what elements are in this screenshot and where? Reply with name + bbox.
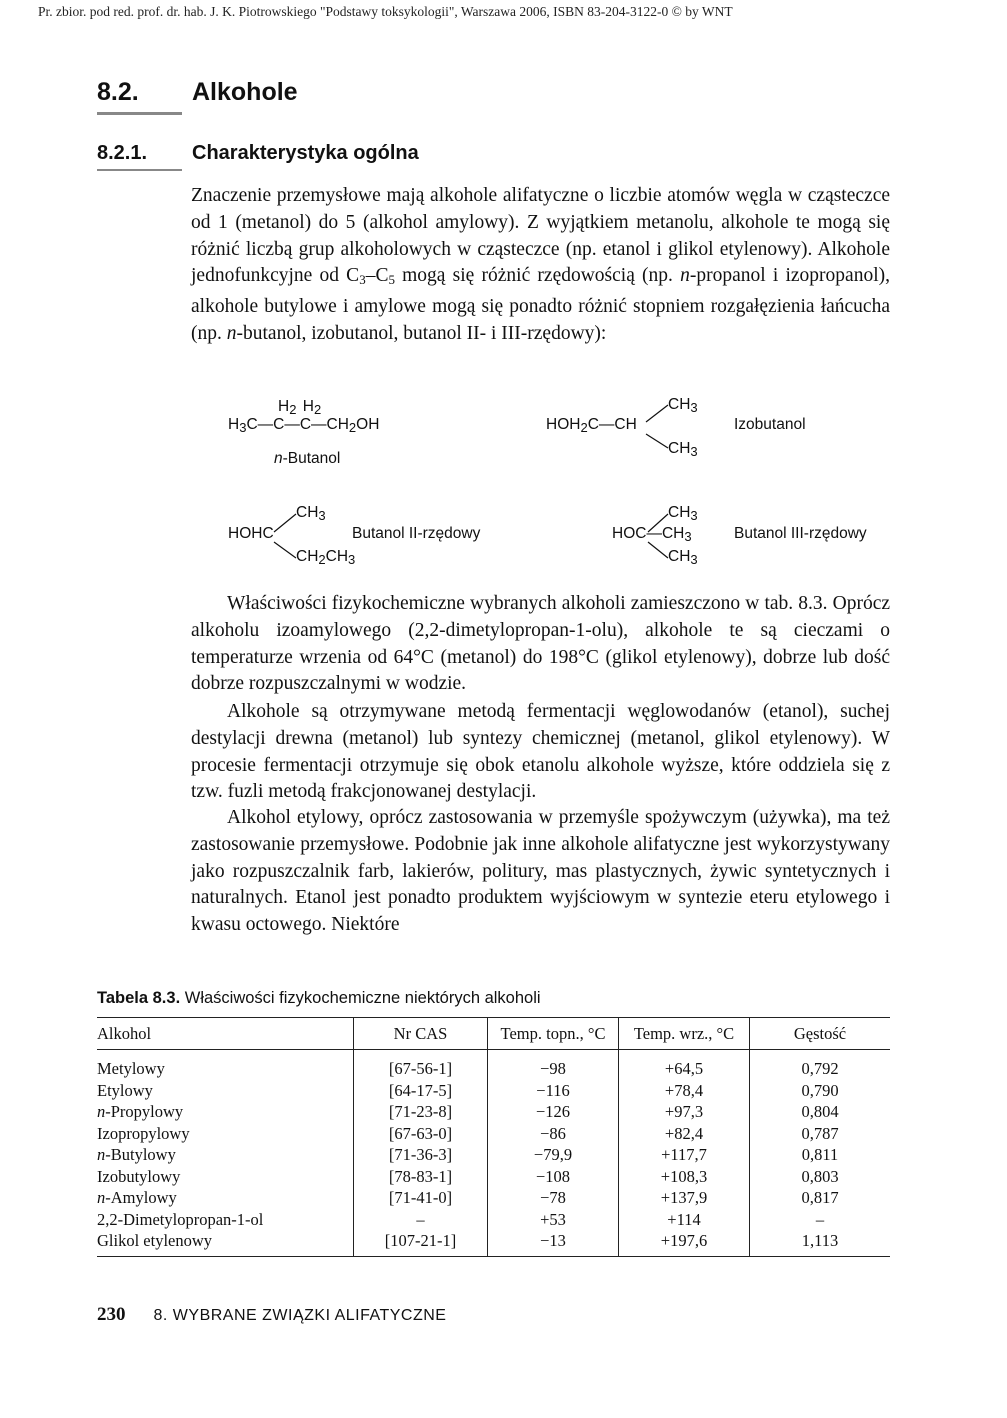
cell-cas: [71-36-3] bbox=[354, 1144, 488, 1166]
cell-cas: [71-41-0] bbox=[354, 1187, 488, 1209]
header-alkohol: Alkohol bbox=[97, 1018, 354, 1050]
cell-density: 0,811 bbox=[750, 1144, 891, 1166]
paragraph-production: Alkohole są otrzymywane metodą fermentacji węglowodanów (etanol), suchej destylacji drewna (metanol) lub syntezy chemicznej (metanol, glikol etylenowy). W procesie fermentacji otrzymuje się obok etanolu alkohole wyższe, które oddziela się z tzw. fuzli metodą frakcjonowanej destylacji. bbox=[191, 701, 890, 803]
cell-alkohol: Izopropylowy bbox=[97, 1123, 190, 1143]
header-cas: Nr CAS bbox=[354, 1018, 488, 1050]
butanol-2-bonds bbox=[274, 512, 298, 556]
alcohol-properties-table bbox=[97, 1017, 890, 1257]
cell-boiling: +82,4 bbox=[619, 1123, 750, 1145]
cell-melting: −108 bbox=[488, 1166, 619, 1188]
cell-boiling: +78,4 bbox=[619, 1080, 750, 1102]
cell-alkohol: n-Butylowy bbox=[97, 1145, 176, 1164]
cell-cas: [107-21-1] bbox=[354, 1230, 488, 1256]
cell-alkohol: n-Propylowy bbox=[97, 1102, 184, 1121]
cell-boiling: +114 bbox=[619, 1209, 750, 1231]
cell-boiling: +97,3 bbox=[619, 1101, 750, 1123]
cell-boiling: +108,3 bbox=[619, 1166, 750, 1188]
table-row bbox=[97, 1230, 890, 1256]
cell-alkohol: Izobutylowy bbox=[97, 1166, 181, 1186]
cell-density: 0,817 bbox=[750, 1187, 891, 1209]
n-butanol-label: n-Butanol bbox=[274, 450, 341, 467]
cell-cas: [67-63-0] bbox=[354, 1123, 488, 1145]
cell-cas: [67-56-1] bbox=[354, 1050, 488, 1080]
page-number: 230 bbox=[97, 1304, 126, 1325]
cell-melting: −79,9 bbox=[488, 1144, 619, 1166]
cell-melting: −13 bbox=[488, 1230, 619, 1256]
cell-alkohol: n-Amylowy bbox=[97, 1188, 177, 1207]
cell-cas: [78-83-1] bbox=[354, 1166, 488, 1188]
header-melting: Temp. topn., °C bbox=[488, 1018, 619, 1050]
section-number: 8.2. bbox=[97, 78, 139, 106]
table-header-row bbox=[97, 1018, 890, 1050]
butanol-3-label: Butanol III-rzędowy bbox=[734, 525, 867, 542]
chapter-title: 8. WYBRANE ZWIĄZKI ALIFATYCZNE bbox=[153, 1307, 447, 1324]
cell-density: 0,787 bbox=[750, 1123, 891, 1145]
izobutanol-bonds bbox=[646, 404, 670, 448]
cell-boiling: +64,5 bbox=[619, 1050, 750, 1080]
cell-boiling: +117,7 bbox=[619, 1144, 750, 1166]
cell-cas: [64-17-5] bbox=[354, 1080, 488, 1102]
cell-density: 0,790 bbox=[750, 1080, 891, 1102]
cell-density: – bbox=[750, 1209, 891, 1231]
cell-cas: – bbox=[354, 1209, 488, 1231]
cell-melting: −116 bbox=[488, 1080, 619, 1102]
table-row bbox=[97, 1209, 890, 1231]
subsection-title: Charakterystyka ogólna bbox=[192, 142, 419, 164]
subsection-underline bbox=[97, 169, 182, 171]
cell-cas: [71-23-8] bbox=[354, 1101, 488, 1123]
header-density: Gęstość bbox=[750, 1018, 891, 1050]
cell-melting: −78 bbox=[488, 1187, 619, 1209]
table-row bbox=[97, 1187, 890, 1209]
cell-melting: +53 bbox=[488, 1209, 619, 1231]
table-row bbox=[97, 1080, 890, 1102]
header-boiling: Temp. wrz., °C bbox=[619, 1018, 750, 1050]
section-underline bbox=[97, 112, 182, 115]
table-row bbox=[97, 1166, 890, 1188]
paragraph-uses: Alkohol etylowy, oprócz zastosowania w przemyśle spożywczym (używka), ma też zastosowanie przemysłowe. Podobnie jak inne alkohole alifatyczne jest wykorzystywany jako rozpuszczalnik farb, lakierów, politury, mas plastycznych, żywic syntetycznych i naturalnych. Etanol jest ponadto produktem wyjściowym w syntezie eteru etylowego i kwasu octowego. Niektóre bbox=[191, 807, 890, 936]
cell-density: 0,803 bbox=[750, 1166, 891, 1188]
paragraph-properties: Właściwości fizykochemiczne wybranych alkoholi zamieszczono w tab. 8.3. Oprócz alkoholu izoamylowego (2,2-dimetylopropan-1-olu), alkohole te są cieczami o temperaturze wrzenia od 64°C (metanol) do 198°C (glikol etylenowy), dobrze lub dość dobrze rozpuszczalnymi w wodzie. bbox=[191, 593, 890, 695]
cell-boiling: +197,6 bbox=[619, 1230, 750, 1256]
cell-alkohol: Glikol etylenowy bbox=[97, 1230, 354, 1256]
cell-density: 0,804 bbox=[750, 1101, 891, 1123]
citation-header: Pr. zbior. pod red. prof. dr. hab. J. K. Piotrowskiego "Podstawy toksykologii", Warszawa 2006, ISBN 83-204-3122-0 © by WNT bbox=[38, 4, 733, 19]
cell-melting: −86 bbox=[488, 1123, 619, 1145]
cell-alkohol: Metylowy bbox=[97, 1059, 165, 1078]
intro-paragraph: Znaczenie przemysłowe mają alkohole alifatyczne o liczbie atomów węgla w cząsteczce od 1 (metanol) do 5 (alkohol amylowy). Z wyjątkiem metanolu, alkohole te mogą się różnić liczbą grup alkoholowych w cząsteczce (np. etanol i glikol etylenowy). Alkohole jednofunkcyjne od $C_3-C_5$ mogą się różnić rzędowością (np. n-propanol i izopropanol), alkohole butylowe i amylowe mogą się ponadto różnić stopniem rozgałęzienia łańcucha (np. n-butanol, izobutanol, butanol II- i III-rzędowy): bbox=[191, 185, 890, 344]
izobutanol-label: Izobutanol bbox=[734, 416, 806, 433]
cell-boiling: +137,9 bbox=[619, 1187, 750, 1209]
cell-alkohol: Etylowy bbox=[97, 1080, 153, 1100]
cell-melting: −126 bbox=[488, 1101, 619, 1123]
table-row bbox=[97, 1144, 890, 1166]
cell-density: 0,792 bbox=[750, 1050, 891, 1080]
butanol-2-label: Butanol II-rzędowy bbox=[352, 525, 481, 542]
cell-density: 1,113 bbox=[750, 1230, 891, 1256]
table-body bbox=[97, 1050, 890, 1257]
cell-alkohol: 2,2-Dimetylopropan-1-ol bbox=[97, 1209, 264, 1229]
table-row bbox=[97, 1050, 890, 1080]
subsection-number: 8.2.1. bbox=[97, 142, 148, 164]
table-caption: Tabela 8.3. Właściwości fizykochemiczne niektórych alkoholi bbox=[97, 989, 541, 1007]
table-row bbox=[97, 1101, 890, 1123]
page-footer bbox=[97, 1304, 446, 1326]
cell-melting: −98 bbox=[488, 1050, 619, 1080]
section-title: Alkohole bbox=[192, 78, 298, 106]
table-row bbox=[97, 1123, 890, 1145]
